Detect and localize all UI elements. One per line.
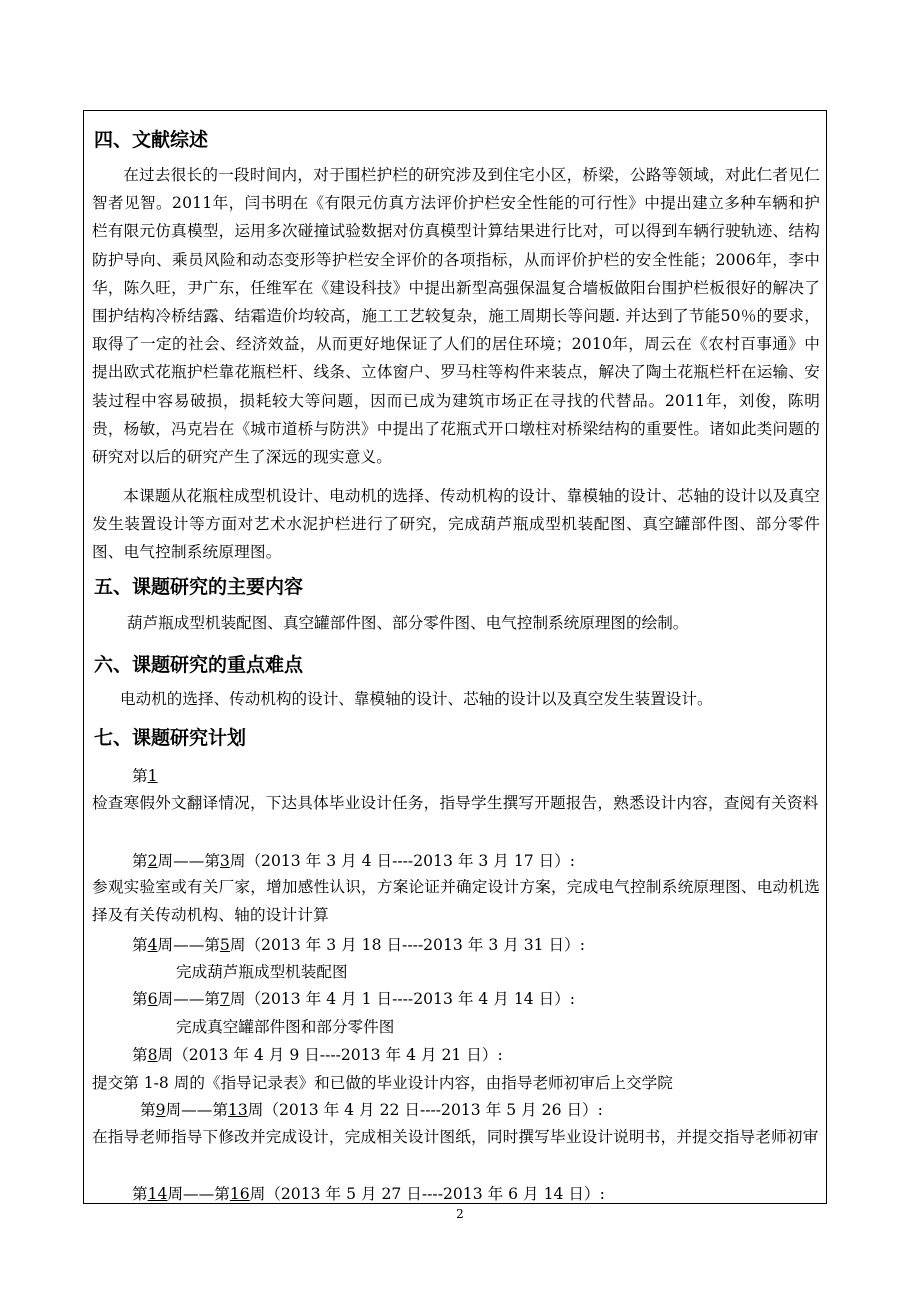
plan-week-14-16-header: [132, 1182, 605, 1204]
plan-week-1-task: 检查寒假外文翻译情况，下达具体毕业设计任务，指导学生撰写开题报告，熟悉设计内容，查阅有关资料: [92, 794, 819, 812]
main-content-text: 葫芦瓶成型机装配图、真空罐部件图、部分零件图、电气控制系统原理图的绘制。: [127, 614, 689, 632]
week-separator: 周——第: [157, 852, 220, 870]
plan-week-8-task: 提交第 1-8 周的《指导记录表》和已做的毕业设计内容，由指导老师初审后上交学院: [92, 1074, 673, 1092]
week-start-number: 4: [147, 936, 158, 954]
week-prefix: 第: [140, 1101, 156, 1119]
week-date-range: 周（2013 年 4 月 1 日----2013 年 4 月 14 日）:: [229, 990, 576, 1008]
section-7-heading: 七、课题研究计划: [94, 727, 247, 749]
section-4-heading: 四、文献综述: [94, 129, 209, 151]
plan-week-2-3-header: [132, 849, 575, 871]
plan-week-8-header: [132, 1043, 503, 1065]
literature-review-paragraph-1: 在过去很长的一段时间内，对于围栏护栏的研究涉及到住宅小区，桥梁，公路等领域，对此仁者见仁智者见智。2011年，闫书明在《有限元仿真方法评价护栏安全性能的可行性》中提出建立多种车辆和护栏有限元仿真模型，运用多次碰撞试验数据对仿真模型计算结果进行比对，可以得到车辆行驶轨迹、结构防护导向、乘员风险和动态变形等护栏安全评价的各项指标，从而评价护栏的安全性能；2006年，李中华，陈久旺，尹广东，任维军在《建设科技》中提出新型高强保温复合墙板做阳台围护栏板很好的解决了围护结构冷桥结露、结霜造价均较高，施工工艺较复杂，施工周期长等问题. 并达到了节能50％的要求，取得了一定的社会、经济效益，从而更好地保证了人们的居住环境；2010年，周云在《农村百事通》中提出欧式花瓶护栏靠花瓶栏杆、线条、立体窗户、罗马柱等构件来装点，解决了陶土花瓶栏杆在运输、安装过程中容易破损，损耗较大等问题，因而已成为建筑市场正在寻找的代替品。2011年，刘俊，陈明贵，杨敏，冯克岩在《城市道桥与防洪》中提出了花瓶式开口墩柱对桥梁结构的重要性。诸如此类问题的研究对以后的研究产生了深远的现实意义。: [92, 166, 820, 467]
week-separator: 周——第: [167, 1185, 230, 1203]
week-date-range: 周（2013 年 5 月 27 日----2013 年 6 月 14 日）:: [249, 1185, 605, 1203]
week-date-range: 周（2013 年 4 月 9 日----2013 年 4 月 21 日）:: [157, 1046, 503, 1064]
week-prefix: 第: [132, 936, 148, 954]
week-start-number: 2: [147, 852, 158, 870]
page-number: 2: [456, 1207, 464, 1221]
plan-week-9-13-task: 在指导老师指导下修改并完成设计，完成相关设计图纸，同时撰写毕业设计说明书，并提交指导老师初审: [92, 1128, 819, 1146]
week-prefix: 第: [132, 1046, 148, 1064]
week-prefix: 第: [132, 1185, 148, 1203]
week-end-number: 3: [219, 852, 230, 870]
plan-week-9-13-header: [140, 1098, 603, 1120]
literature-review-paragraph-2: 本课题从花瓶柱成型机设计、电动机的选择、传动机构的设计、靠模轴的设计、芯轴的设计以及真空发生装置设计等方面对艺术水泥护栏进行了研究，完成葫芦瓶成型机装配图、真空罐部件图、部分零件图、电气控制系统原理图。: [92, 487, 820, 562]
section-5-heading: 五、课题研究的主要内容: [94, 576, 304, 598]
week-start-number: 14: [147, 1185, 168, 1203]
plan-week-2-3-task: 参观实验室或有关厂家，增加感性认识，方案论证并确定设计方案，完成电气控制系统原理图、电动机选择及有关传动机构、轴的设计计算: [92, 878, 820, 925]
week-prefix: 第: [132, 990, 148, 1008]
plan-week-4-5-task: 完成葫芦瓶成型机装配图: [176, 963, 348, 981]
plan-week-6-7-header: [132, 987, 575, 1009]
week-separator: 周——第: [157, 936, 220, 954]
form-table-cell: [83, 110, 827, 1204]
week-end-number: 5: [219, 936, 230, 954]
week-start-number: 1: [147, 767, 158, 785]
plan-week-1-header: [132, 764, 158, 786]
week-start-number: 9: [155, 1101, 166, 1119]
week-end-number: 7: [219, 990, 230, 1008]
week-date-range: 周（2013 年 3 月 18 日----2013 年 3 月 31 日）:: [229, 936, 585, 954]
week-start-number: 8: [147, 1046, 158, 1064]
plan-week-4-5-header: [132, 933, 585, 955]
week-date-range: 周（2013 年 4 月 22 日----2013 年 5 月 26 日）:: [247, 1101, 603, 1119]
week-date-range: 周（2013 年 3 月 4 日----2013 年 3 月 17 日）:: [229, 852, 576, 870]
week-start-number: 6: [147, 990, 158, 1008]
week-end-number: 16: [229, 1185, 250, 1203]
section-6-heading: 六、课题研究的重点难点: [94, 654, 304, 676]
week-prefix: 第: [132, 852, 148, 870]
week-separator: 周——第: [165, 1101, 228, 1119]
week-prefix: 第: [132, 767, 148, 785]
plan-week-6-7-task: 完成真空罐部件图和部分零件图: [176, 1018, 395, 1036]
key-difficulties-text: 电动机的选择、传动机构的设计、靠模轴的设计、芯轴的设计以及真空发生装置设计。: [120, 690, 713, 708]
week-separator: 周——第: [157, 990, 220, 1008]
week-end-number: 13: [227, 1101, 248, 1119]
